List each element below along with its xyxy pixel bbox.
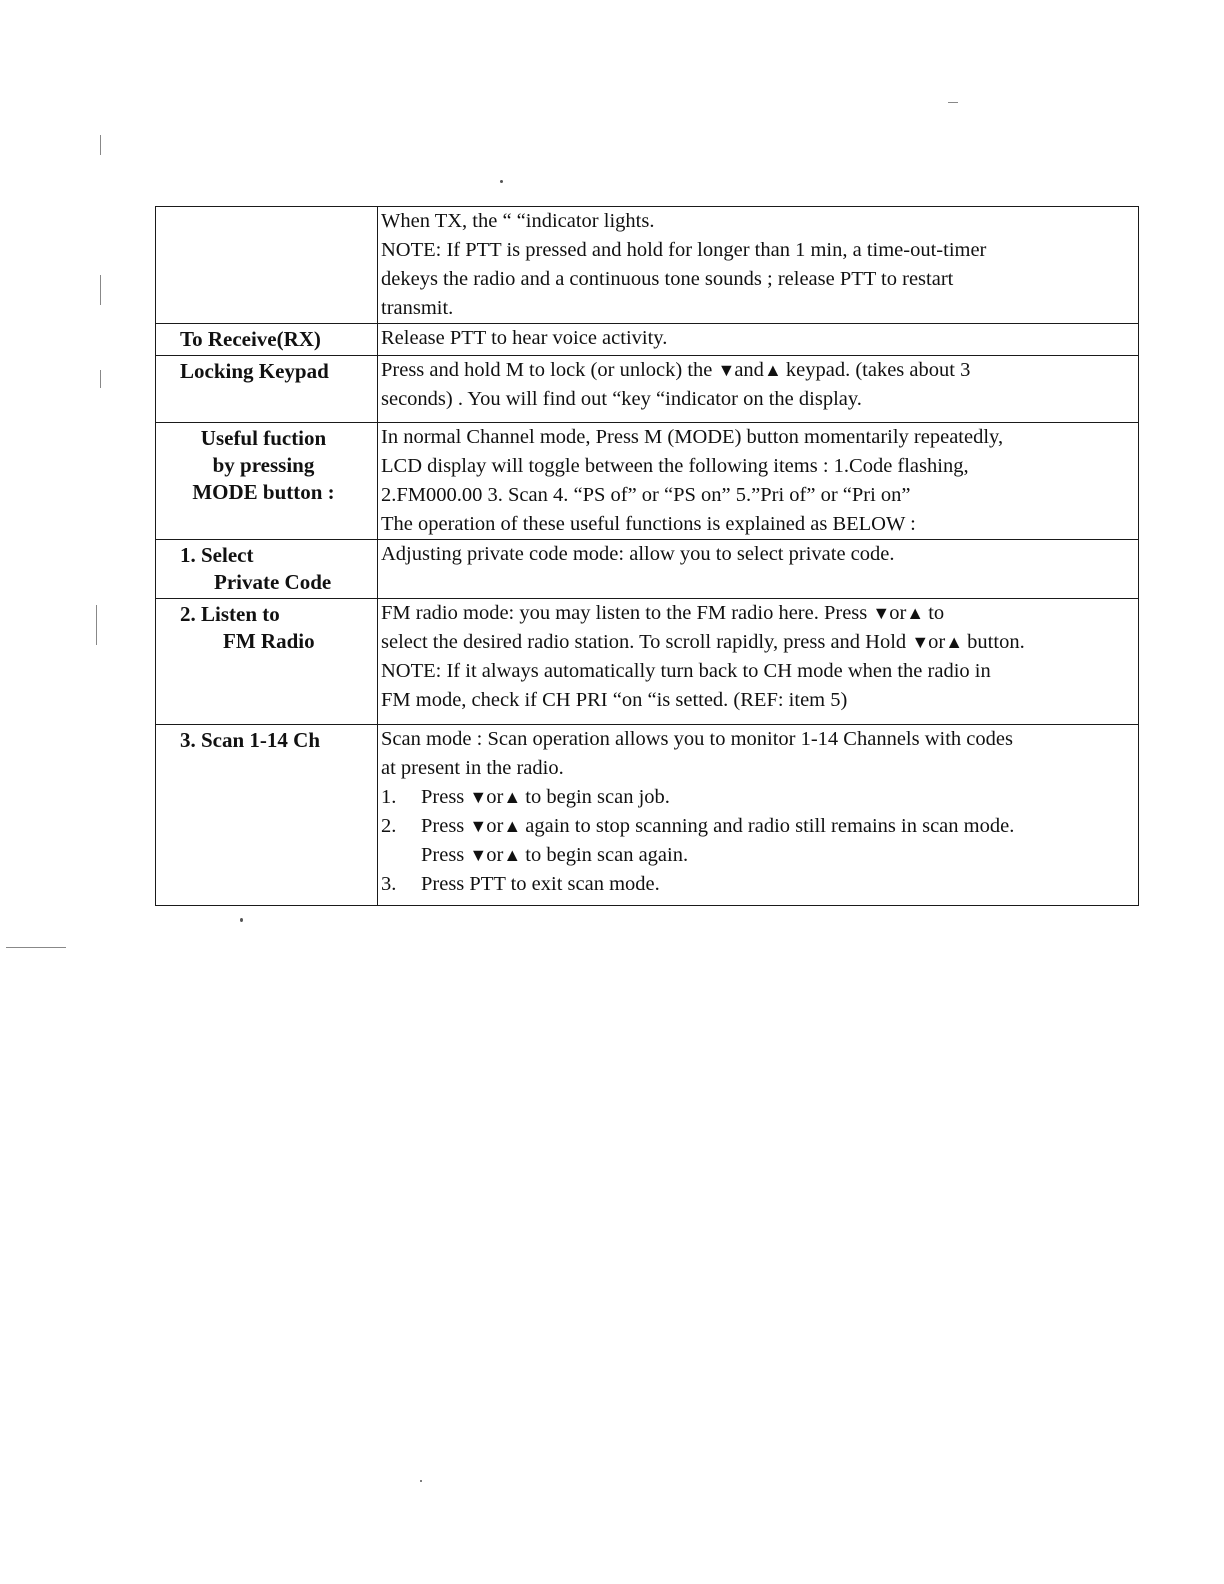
- receive-text: Release PTT to hear voice activity.: [381, 327, 668, 349]
- scan-speck: [420, 1480, 422, 1482]
- fm-text: or: [928, 631, 946, 653]
- fm-text: select the desired radio station. To scroll rapidly, press and Hold: [381, 631, 912, 653]
- private-label-line: Private Code: [214, 570, 332, 594]
- label-cell-empty: [156, 207, 378, 324]
- table-row-mode-functions: [156, 423, 1139, 540]
- fm-text: FM radio mode: you may listen to the FM radio here. Press: [381, 602, 873, 624]
- up-arrow-icon: ▲: [503, 816, 521, 836]
- mode-functions-description: [378, 423, 1139, 540]
- fm-text: button.: [962, 631, 1025, 653]
- transmit-line: When TX, the “ “indicator lights.: [381, 210, 655, 232]
- down-arrow-icon: ▼: [872, 603, 890, 623]
- fm-line: FM mode, check if CH PRI “on “is setted. (REF: item 5): [381, 689, 848, 711]
- private-code-text: Adjusting private code mode: allow you to select private code.: [381, 543, 895, 565]
- scan-mark: [100, 135, 101, 155]
- locking-line: [381, 356, 1132, 385]
- instruction-table: [155, 206, 1139, 906]
- step-number: 3.: [381, 873, 397, 895]
- transmit-line: transmit.: [381, 297, 454, 319]
- fm-line: NOTE: If it always automatically turn back to CH mode when the radio in: [381, 660, 991, 682]
- fm-radio-description: [378, 599, 1139, 725]
- fm-text: to: [923, 602, 945, 624]
- scan-label: 3. Scan 1-14 Ch: [156, 725, 378, 906]
- down-arrow-icon: ▼: [469, 787, 487, 807]
- scan-step: [381, 783, 1132, 812]
- down-arrow-icon: ▼: [911, 632, 929, 652]
- table-row-scan: [156, 725, 1139, 906]
- locking-text: keypad. (takes about 3: [780, 359, 971, 381]
- up-arrow-icon: ▲: [763, 360, 781, 380]
- locking-keypad-description: [378, 356, 1139, 423]
- fm-text: or: [889, 602, 907, 624]
- scan-mark: [100, 370, 101, 388]
- step-text: Press PTT to exit scan mode.: [421, 873, 660, 895]
- scan-mark: [100, 275, 101, 305]
- step-text: Press: [421, 815, 470, 837]
- receive-label: To Receive(RX): [156, 324, 378, 356]
- locking-text: and: [734, 359, 764, 381]
- table-row-fm-radio: [156, 599, 1139, 725]
- fm-label-line: 2. Listen to: [180, 602, 280, 626]
- mode-line: 2.FM000.00 3. Scan 4. “PS of” or “PS on” 5.”Pri of” or “Pri on”: [381, 484, 911, 506]
- step-text: to begin scan job.: [520, 786, 670, 808]
- fm-label-line: FM Radio: [223, 629, 315, 653]
- step-text: Press: [421, 786, 470, 808]
- down-arrow-icon: ▼: [469, 816, 487, 836]
- step-text: or: [486, 815, 504, 837]
- receive-description: [378, 324, 1139, 356]
- mode-label-line: MODE button :: [192, 480, 335, 504]
- scan-mark: [948, 102, 958, 103]
- up-arrow-icon: ▲: [945, 632, 963, 652]
- scan-line: Scan mode : Scan operation allows you to monitor 1-14 Channels with codes: [381, 728, 1013, 750]
- private-code-description: [378, 540, 1139, 599]
- down-arrow-icon: ▼: [469, 845, 487, 865]
- fm-radio-label: [156, 599, 378, 725]
- transmit-description: [378, 207, 1139, 324]
- scan-line: at present in the radio.: [381, 757, 564, 779]
- scan-step: [381, 812, 1132, 841]
- scan-speck: [500, 180, 503, 183]
- mode-line: The operation of these useful functions is explained as BELOW :: [381, 513, 916, 535]
- locking-text: Press and hold M to lock (or unlock) the: [381, 359, 718, 381]
- step-number: 1.: [381, 786, 397, 808]
- mode-label-line: by pressing: [212, 453, 315, 477]
- private-code-label: [156, 540, 378, 599]
- scan-speck: [240, 918, 243, 922]
- mode-line: In normal Channel mode, Press M (MODE) button momentarily repeatedly,: [381, 426, 1004, 448]
- mode-line: LCD display will toggle between the following items : 1.Code flashing,: [381, 455, 969, 477]
- down-arrow-icon: ▼: [717, 360, 735, 380]
- step-text: or: [486, 844, 504, 866]
- fm-line: [381, 599, 1132, 628]
- fm-line: [381, 628, 1132, 657]
- scan-step: [381, 841, 1132, 870]
- private-label-line: 1. Select: [180, 543, 254, 567]
- scan-description: [378, 725, 1139, 906]
- up-arrow-icon: ▲: [503, 787, 521, 807]
- locking-line: seconds) . You will find out “key “indicator on the display.: [381, 388, 862, 410]
- up-arrow-icon: ▲: [503, 845, 521, 865]
- step-text: Press: [421, 844, 470, 866]
- scan-mark: [96, 605, 97, 645]
- locking-keypad-label: Locking Keypad: [156, 356, 378, 423]
- scan-mark: [6, 947, 66, 948]
- up-arrow-icon: ▲: [906, 603, 924, 623]
- transmit-line: NOTE: If PTT is pressed and hold for longer than 1 min, a time-out-timer: [381, 239, 987, 261]
- transmit-line: dekeys the radio and a continuous tone sounds ; release PTT to restart: [381, 268, 954, 290]
- step-text: again to stop scanning and radio still remains in scan mode.: [520, 815, 1015, 837]
- mode-functions-label: [156, 423, 378, 540]
- step-text: to begin scan again.: [520, 844, 689, 866]
- mode-label-line: Useful fuction: [200, 426, 327, 450]
- table-row-private-code: [156, 540, 1139, 599]
- table-row-receive: [156, 324, 1139, 356]
- table-row-transmit: [156, 207, 1139, 324]
- step-text: or: [486, 786, 504, 808]
- scan-step: [381, 870, 1132, 899]
- table-row-locking-keypad: [156, 356, 1139, 423]
- step-number: 2.: [381, 815, 397, 837]
